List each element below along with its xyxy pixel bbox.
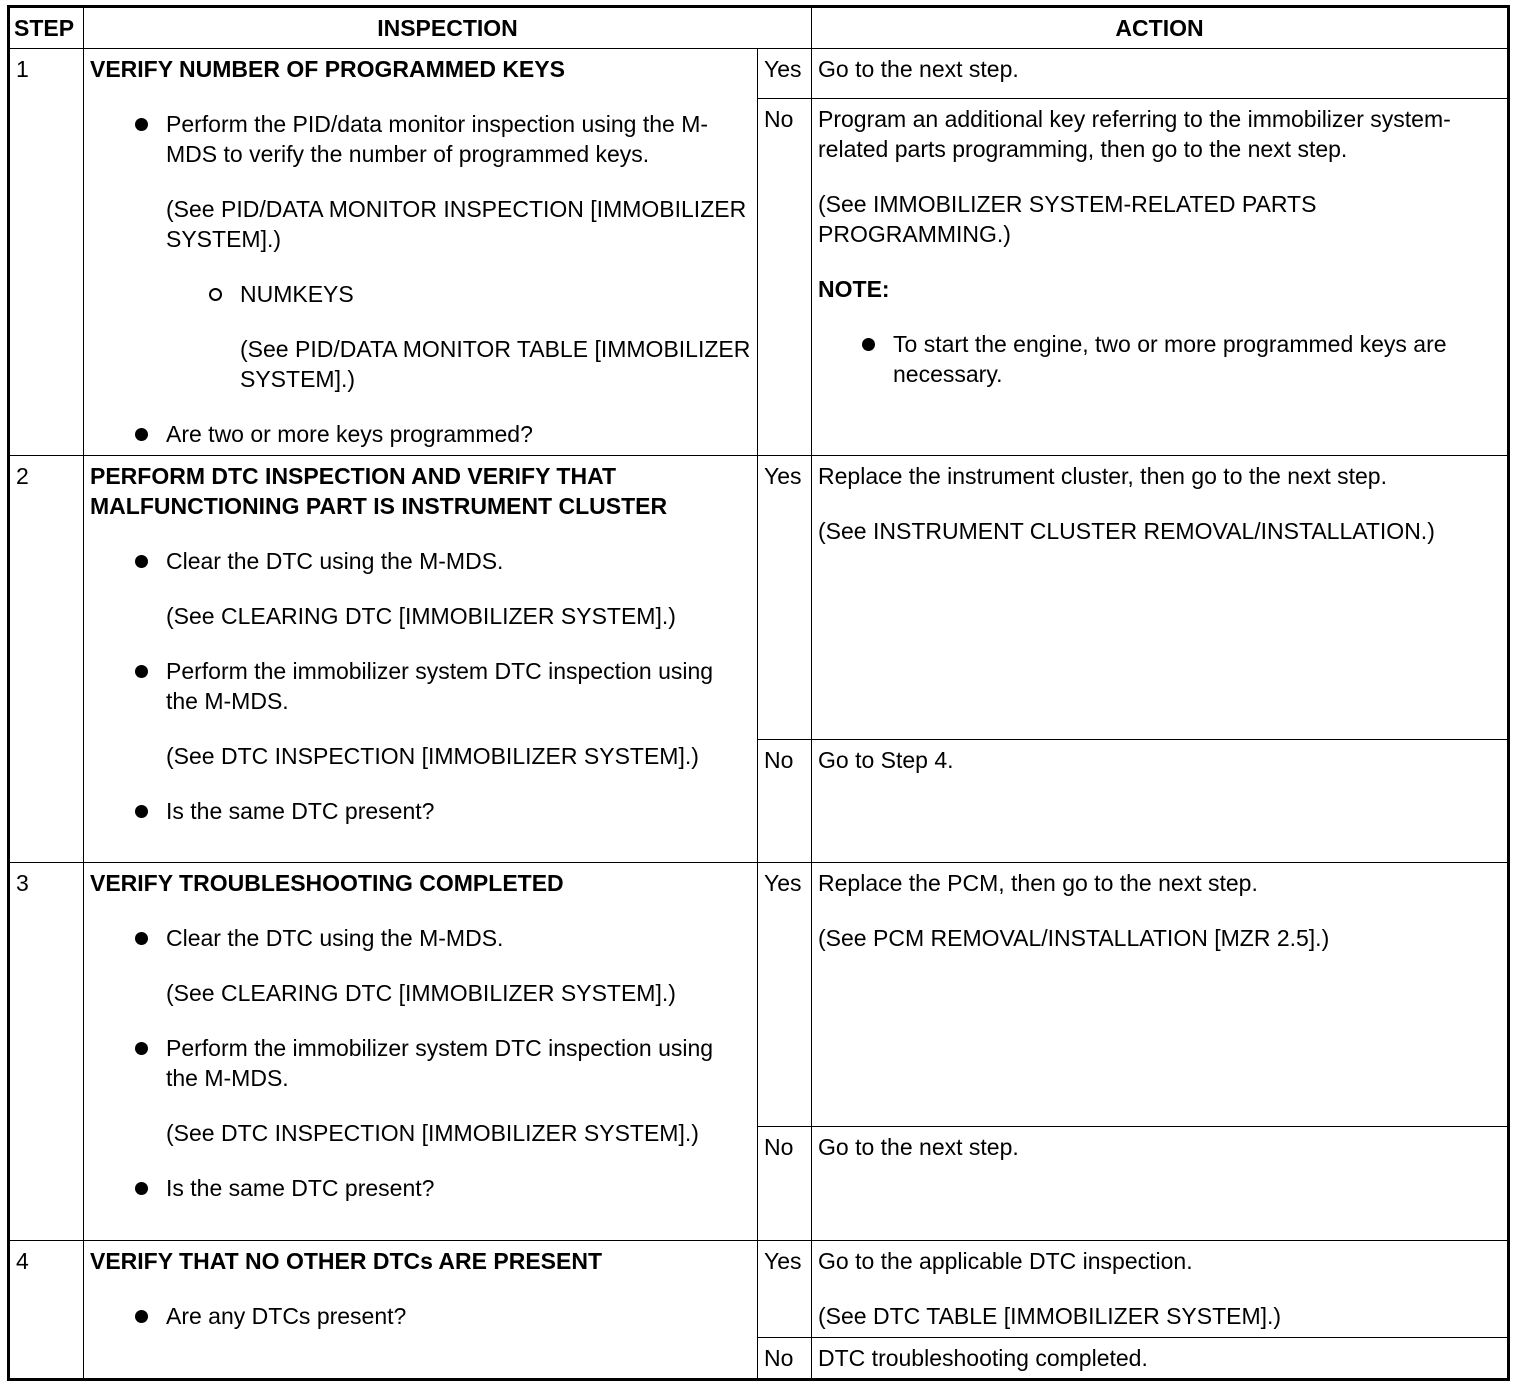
inspection-header: INSPECTION <box>84 7 812 49</box>
action-text: Replace the instrument cluster, then go to the next step. <box>818 463 1387 489</box>
reference-text: (See CLEARING DTC [IMMOBILIZER SYSTEM].) <box>166 980 676 1006</box>
action-text: Go to Step 4. <box>818 747 954 773</box>
step-number: 3 <box>9 863 84 1241</box>
action-yes <box>812 49 1509 99</box>
reference-text: (See CLEARING DTC [IMMOBILIZER SYSTEM].) <box>166 603 676 629</box>
bullet-item: Perform the immobilizer system DTC inspection using the M-MDS. <box>90 656 751 716</box>
bullet-item: Are two or more keys programmed? <box>90 419 751 449</box>
action-yes <box>812 863 1509 1127</box>
inspection-cell <box>84 49 758 456</box>
no-label: No <box>758 1338 812 1380</box>
inspection-cell <box>84 863 758 1241</box>
bullet-item: Clear the DTC using the M-MDS. <box>90 546 751 576</box>
reference-text: (See DTC INSPECTION [IMMOBILIZER SYSTEM].) <box>166 743 699 769</box>
action-text: Go to the applicable DTC inspection. <box>818 1248 1193 1274</box>
inspection-cell <box>84 456 758 863</box>
action-yes <box>812 1241 1509 1338</box>
step-3-yes-row <box>9 863 1509 1127</box>
note-item: To start the engine, two or more programmed keys are necessary. <box>818 329 1501 389</box>
header-row <box>9 7 1509 49</box>
action-text: Go to the next step. <box>818 56 1019 82</box>
yes-label: Yes <box>758 49 812 99</box>
step-title: VERIFY THAT NO OTHER DTCs ARE PRESENT <box>90 1248 603 1274</box>
reference-text: (See DTC TABLE [IMMOBILIZER SYSTEM].) <box>818 1303 1282 1329</box>
step-4-yes-row <box>9 1241 1509 1338</box>
reference-text: (See INSTRUMENT CLUSTER REMOVAL/INSTALLATION.) <box>818 518 1435 544</box>
bullet-item: Are any DTCs present? <box>90 1301 751 1331</box>
action-yes <box>812 456 1509 740</box>
no-label: No <box>758 1127 812 1241</box>
step-1-yes-row <box>9 49 1509 99</box>
note-label: NOTE: <box>818 276 890 302</box>
action-text: DTC troubleshooting completed. <box>818 1345 1148 1371</box>
step-number: 2 <box>9 456 84 863</box>
step-number: 1 <box>9 49 84 456</box>
troubleshooting-table <box>7 5 1510 1381</box>
bullet-item: Clear the DTC using the M-MDS. <box>90 923 751 953</box>
action-no <box>812 740 1509 863</box>
action-text: Replace the PCM, then go to the next step. <box>818 870 1258 896</box>
reference-text: (See PID/DATA MONITOR INSPECTION [IMMOBILIZER SYSTEM].) <box>166 196 747 252</box>
bullet-item: Perform the immobilizer system DTC inspection using the M-MDS. <box>90 1033 751 1093</box>
step-title: PERFORM DTC INSPECTION AND VERIFY THAT MALFUNCTIONING PART IS INSTRUMENT CLUSTER <box>90 463 668 519</box>
action-text: Go to the next step. <box>818 1134 1019 1160</box>
no-label: No <box>758 99 812 456</box>
step-header: STEP <box>9 7 84 49</box>
reference-text: (See PCM REMOVAL/INSTALLATION [MZR 2.5].) <box>818 925 1330 951</box>
action-no <box>812 99 1509 456</box>
action-no <box>812 1127 1509 1241</box>
action-no <box>812 1338 1509 1380</box>
action-text: Program an additional key referring to the immobilizer system-related parts programming, then go to the next step. <box>818 106 1451 162</box>
step-2-yes-row <box>9 456 1509 740</box>
bullet-item: Perform the PID/data monitor inspection using the M-MDS to verify the number of programmed keys. <box>90 109 751 169</box>
bullet-item: Is the same DTC present? <box>90 796 751 826</box>
reference-text: (See DTC INSPECTION [IMMOBILIZER SYSTEM].) <box>166 1120 699 1146</box>
action-header: ACTION <box>812 7 1509 49</box>
yes-label: Yes <box>758 1241 812 1338</box>
bullet-item: Is the same DTC present? <box>90 1173 751 1203</box>
step-number: 4 <box>9 1241 84 1380</box>
step-title: VERIFY TROUBLESHOOTING COMPLETED <box>90 870 564 896</box>
sub-bullet-item: NUMKEYS <box>90 279 751 309</box>
yes-label: Yes <box>758 456 812 740</box>
inspection-cell <box>84 1241 758 1380</box>
step-title: VERIFY NUMBER OF PROGRAMMED KEYS <box>90 56 565 82</box>
yes-label: Yes <box>758 863 812 1127</box>
no-label: No <box>758 740 812 863</box>
reference-text: (See IMMOBILIZER SYSTEM-RELATED PARTS PROGRAMMING.) <box>818 191 1317 247</box>
reference-text: (See PID/DATA MONITOR TABLE [IMMOBILIZER SYSTEM].) <box>240 336 751 392</box>
